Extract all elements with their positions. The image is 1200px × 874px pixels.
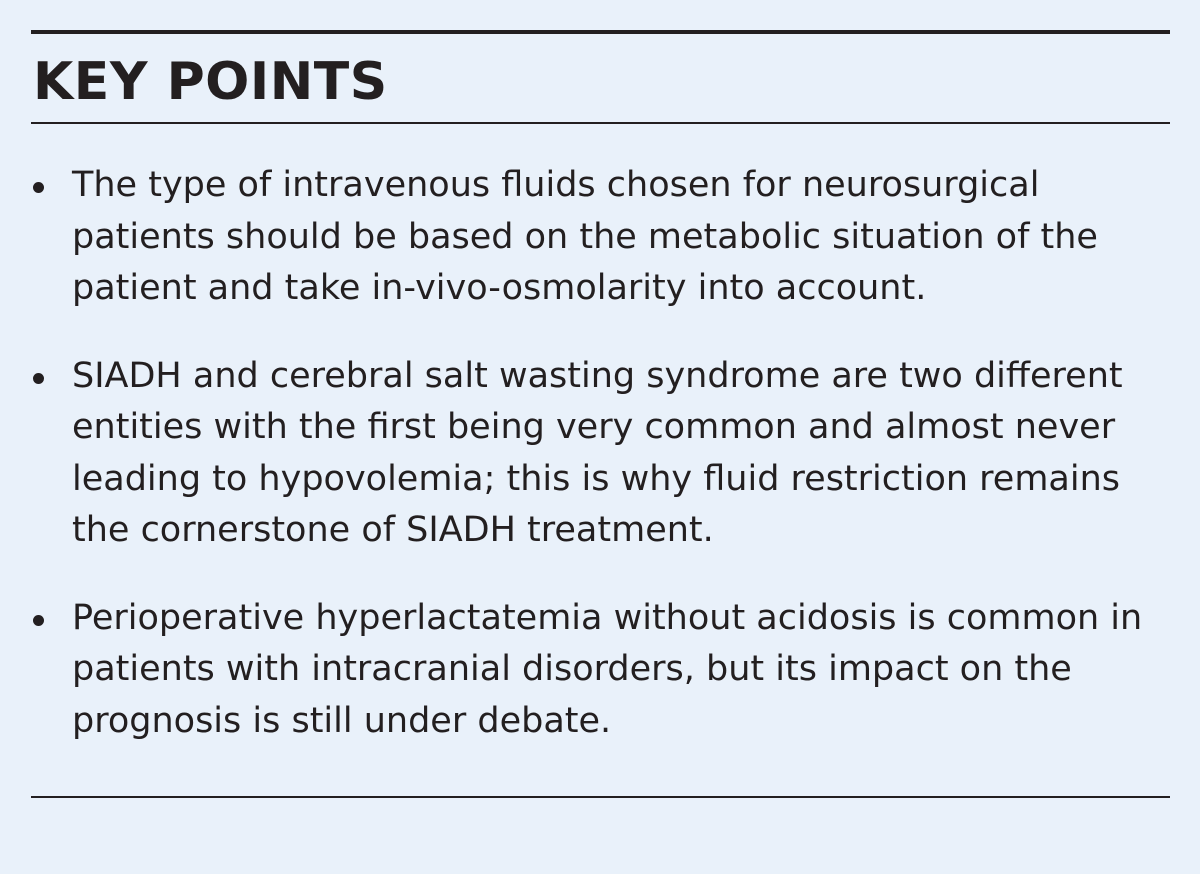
bottom-rule [31,796,1170,798]
key-point-item [31,593,1151,748]
key-points-list [31,160,1151,783]
key-point-item [31,351,1151,557]
heading-rule [31,122,1170,124]
key-point-text: SIADH and cerebral salt wasting syndrome are two different entities with the first being very common and almost never leading to hypovolemia; this is why fluid restriction remains the cornerstone of SIADH treatment. [72,355,1123,550]
key-points-heading: KEY POINTS [33,52,388,112]
bullet-icon [33,182,44,193]
key-point-item [31,160,1151,315]
key-point-text: The type of intravenous fluids chosen for neurosurgical patients should be based on the metabolic situation of the patient and take in-vivo-osmolarity into account. [72,165,1098,308]
top-rule [31,30,1170,34]
key-points-box [31,30,1170,800]
bullet-icon [33,373,44,384]
key-point-text: Perioperative hyperlactatemia without acidosis is common in patients with intracranial disorders, but its impact on the prognosis is still under debate. [72,597,1143,741]
bullet-icon [33,615,44,626]
